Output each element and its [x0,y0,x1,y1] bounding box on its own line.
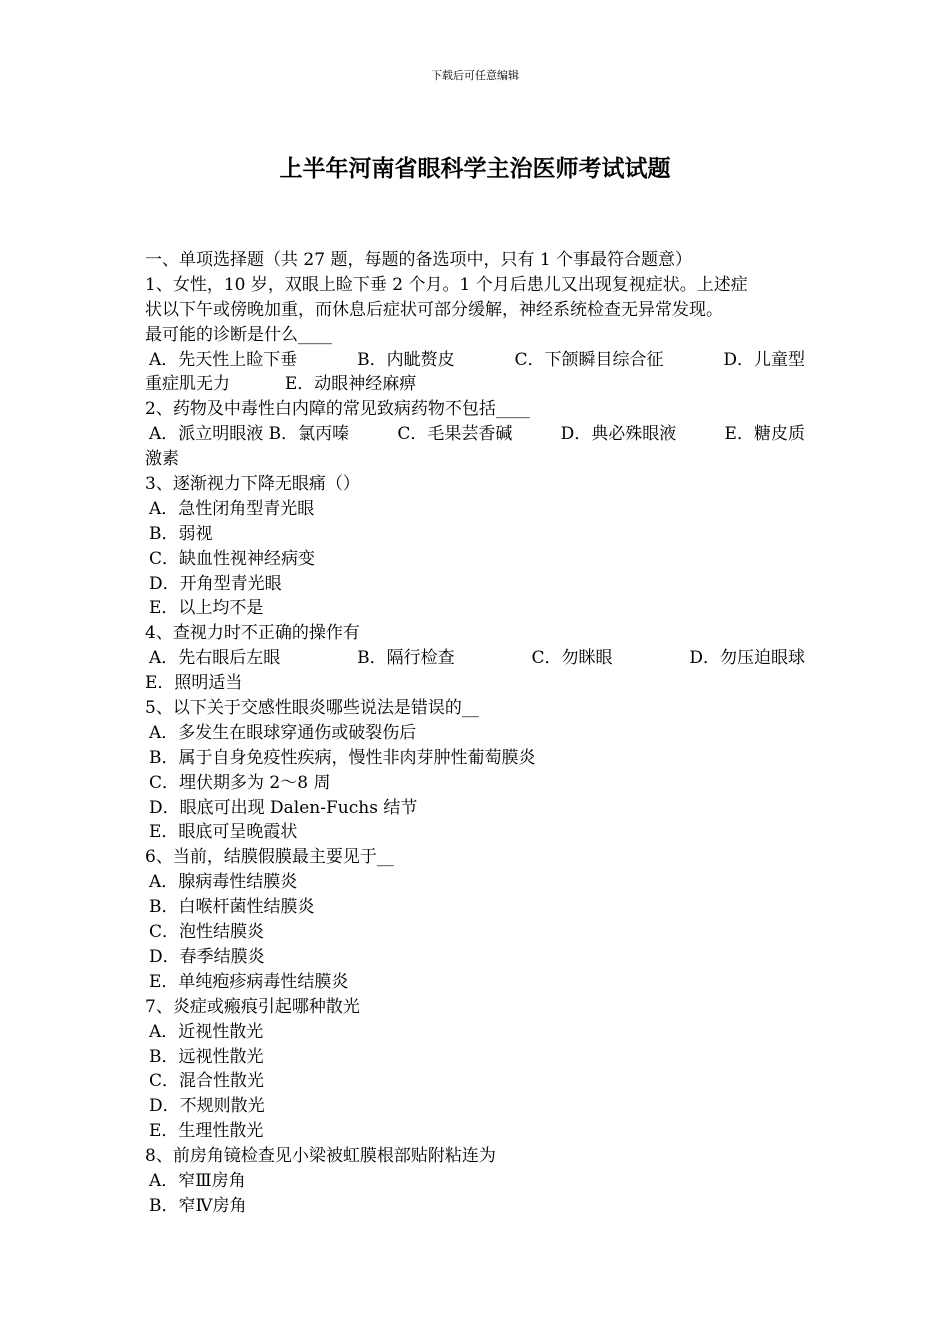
option-b[interactable]: B．白喉杆菌性结膜炎 [149,897,315,918]
option-c[interactable]: C．埋伏期多为 2～8 周 [149,772,331,793]
option-row [145,348,805,373]
question-stem: 7、炎症或瘢痕引起哪种散光 [145,996,360,1017]
question-stem: 状以下午或傍晚加重，而休息后症状可部分缓解，神经系统检查无异常发现。 [145,299,723,320]
option-c[interactable]: C．毛果芸香碱 [397,424,513,445]
option-c[interactable]: C．混合性散光 [149,1071,265,1092]
document-title: 上半年河南省眼科学主治医师考试试题 [279,156,671,182]
option-a[interactable]: A．先右眼后左眼 [149,648,281,669]
question-5 [145,696,805,845]
option-a-b[interactable]: A．派立明眼液 B．氯丙嗪 [149,424,350,445]
section-heading: 一、单项选择题（共 27 题，每题的备选项中，只有 1 个事最符合题意） [145,250,693,270]
question-stem: 最可能的诊断是什么____ [145,324,332,345]
question-4 [145,621,805,696]
question-stem: 2、药物及中毒性白内障的常见致病药物不包括____ [145,399,530,420]
option-d[interactable]: D．眼底可出现 Dalen-Fuchs 结节 [149,797,418,818]
option-c[interactable]: C．缺血性视神经病变 [149,548,316,569]
option-e-continued: 激素 [145,449,179,470]
question-7 [145,995,805,1144]
option-e[interactable]: E．单纯疱疹病毒性结膜炎 [149,971,349,992]
option-c[interactable]: C．下颌瞬目综合征 [514,349,664,370]
option-a[interactable]: A．窄Ⅲ房角 [149,1170,246,1191]
option-b[interactable]: B．内眦赘皮 [357,349,455,370]
question-8 [145,1144,805,1219]
option-d[interactable]: D．儿童型 [723,349,805,370]
option-e[interactable]: E．生理性散光 [149,1121,264,1142]
option-b[interactable]: B．隔行检查 [357,648,455,669]
option-e[interactable]: E．照明适当 [145,673,243,694]
option-row [145,422,805,447]
option-d[interactable]: D．勿压迫眼球 [689,648,805,669]
option-row [145,646,805,671]
question-stem: 5、以下关于交感性眼炎哪些说法是错误的__ [145,698,479,719]
option-b[interactable]: B．远视性散光 [149,1046,264,1067]
question-stem: 4、查视力时不正确的操作有 [145,623,360,644]
option-d[interactable]: D．不规则散光 [149,1096,265,1117]
question-stem: 6、当前，结膜假膜最主要见于__ [145,847,394,868]
option-d[interactable]: D．典必殊眼液 [560,424,677,445]
option-a[interactable]: A．腺病毒性结膜炎 [149,872,298,893]
question-stem: 8、前房角镜检查见小梁被虹膜根部贴附粘连为 [145,1146,496,1167]
question-list [145,248,805,1219]
option-b[interactable]: B．弱视 [149,523,213,544]
question-3 [145,472,805,621]
question-stem: 3、逐渐视力下降无眼痛（） [145,474,360,495]
question-1 [145,273,805,397]
option-row [145,372,805,397]
option-b[interactable]: B．窄Ⅳ房角 [149,1195,247,1216]
option-a[interactable]: A．多发生在眼球穿通伤或破裂伤后 [149,722,417,743]
option-e[interactable]: E．以上均不是 [149,598,264,619]
option-e[interactable]: E．糖皮质 [724,424,805,445]
option-c[interactable]: C．勿眯眼 [531,648,613,669]
option-e[interactable]: E．动眼神经麻痹 [284,374,417,395]
option-d[interactable]: D．开角型青光眼 [149,573,282,594]
question-2 [145,397,805,472]
option-a[interactable]: A．急性闭角型青光眼 [149,498,315,519]
option-a[interactable]: A．近视性散光 [149,1021,264,1042]
header-note: 下载后可任意编辑 [431,69,519,82]
question-stem: 1、女性，10 岁，双眼上睑下垂 2 个月。1 个月后患儿又出现复视症状。上述症 [145,274,748,295]
option-e[interactable]: E．眼底可呈晚霞状 [149,822,298,843]
question-6 [145,845,805,994]
option-d-continued[interactable]: 重症肌无力 [145,374,230,395]
option-a[interactable]: A．先天性上睑下垂 [149,349,298,370]
option-d[interactable]: D．春季结膜炎 [149,946,265,967]
option-b[interactable]: B．属于自身免疫性疾病，慢性非肉芽肿性葡萄膜炎 [149,747,536,768]
option-c[interactable]: C．泡性结膜炎 [149,922,265,943]
